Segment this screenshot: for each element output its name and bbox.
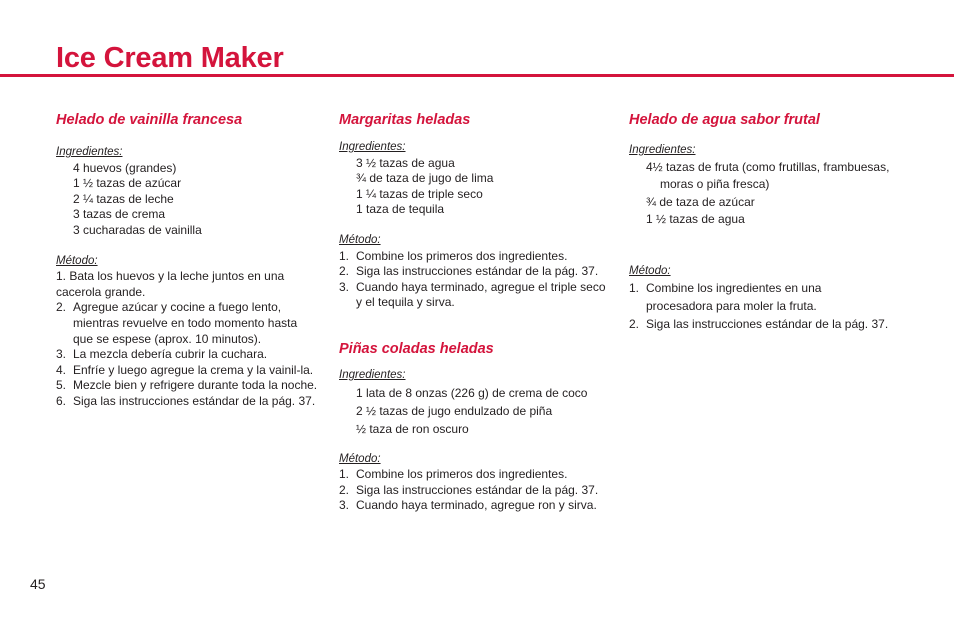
ingredient-item: 4 huevos (grandes) xyxy=(73,160,177,175)
ingredients-label: Ingredientes: xyxy=(339,141,406,153)
method-step xyxy=(56,363,318,379)
column-left xyxy=(56,110,318,410)
ingredient-item: ½ taza de ron oscuro xyxy=(356,421,469,436)
step-number: 1. xyxy=(56,269,67,284)
method-step xyxy=(56,269,318,300)
method-step xyxy=(56,347,318,363)
ingredients-list xyxy=(339,384,607,438)
ingredient-item: 3 tazas de crema xyxy=(73,207,166,222)
ingredient-item: 1 taza de tequila xyxy=(356,202,445,217)
method-step xyxy=(339,280,607,311)
ingredient-item: 1 ½ tazas de azúcar xyxy=(73,176,182,191)
ingredients-label: Ingredientes: xyxy=(629,144,696,156)
step-number: 3. xyxy=(56,347,67,362)
step-number: 4. xyxy=(56,362,67,377)
recipe-margaritas xyxy=(339,110,607,311)
step-text: Combine los primeros dos ingredientes. xyxy=(356,248,568,263)
step-text: La mezcla debería cubrir la cuchara. xyxy=(73,347,268,362)
page-number: 45 xyxy=(30,576,46,592)
title-rule xyxy=(0,74,954,77)
step-number: 6. xyxy=(56,393,67,408)
page-title: Ice Cream Maker xyxy=(56,42,284,74)
step-number: 2. xyxy=(339,482,350,497)
ingredients-list xyxy=(629,159,891,229)
recipe-title: Piñas coladas heladas xyxy=(339,340,494,357)
method-label: Método: xyxy=(629,264,671,277)
recipe-vanilla xyxy=(56,110,318,410)
method-step xyxy=(339,498,607,514)
recipe-title: Helado de vainilla francesa xyxy=(56,112,243,128)
step-text: Siga las instrucciones estándar de la pág. 37. xyxy=(73,393,316,408)
ingredient-item: 2 ¼ tazas de leche xyxy=(73,191,174,206)
step-text: Cuando haya terminado, agregue ron y sirva. xyxy=(356,498,597,513)
method-steps xyxy=(629,279,891,333)
ingredients-list xyxy=(339,156,607,218)
ingredient-item: 1 ½ tazas de agua xyxy=(646,212,745,227)
method-label: Método: xyxy=(56,254,98,267)
step-number: 1. xyxy=(339,467,350,482)
method-step xyxy=(56,378,318,394)
ingredient-item: 2 ½ tazas de jugo endulzado de piña xyxy=(356,403,553,418)
method-step xyxy=(629,315,891,333)
step-text: Combine los ingredientes en una procesadora para moler la fruta. xyxy=(646,281,822,314)
step-text: Siga las instrucciones estándar de la pág. 37. xyxy=(356,482,599,497)
method-step xyxy=(339,264,607,280)
step-number: 1. xyxy=(339,248,350,263)
method-step xyxy=(339,483,607,499)
method-step xyxy=(339,467,607,483)
method-step xyxy=(56,394,318,410)
method-step xyxy=(629,279,891,315)
step-number: 5. xyxy=(56,378,67,393)
ingredient-item: 3 ½ tazas de agua xyxy=(356,155,455,170)
ingredient-item: 3 cucharadas de vainilla xyxy=(73,222,202,237)
step-number: 2. xyxy=(629,317,640,332)
ingredients-label: Ingredientes: xyxy=(339,368,406,381)
step-text: Cuando haya terminado, agregue el triple seco y el tequila y sirva. xyxy=(356,279,606,310)
step-text: Siga las instrucciones estándar de la pág. 37. xyxy=(356,264,599,279)
column-middle xyxy=(339,110,607,514)
method-step xyxy=(56,300,318,347)
method-label: Método: xyxy=(339,233,381,246)
method-step xyxy=(339,249,607,265)
recipe-pina-coladas xyxy=(339,339,607,514)
ingredients-label: Ingredientes: xyxy=(56,146,123,158)
step-text: Enfríe y luego agregue la crema y la vainil-la. xyxy=(73,362,314,377)
ingredients-list xyxy=(56,161,318,239)
ingredient-item: 1 ¼ tazas de triple seco xyxy=(356,186,483,201)
column-right xyxy=(629,110,891,333)
ingredient-item: 4½ tazas de fruta (como frutillas, frambuesas, moras o piña fresca) xyxy=(646,159,890,192)
method-steps xyxy=(339,467,607,514)
step-number: 3. xyxy=(339,498,350,513)
ingredient-item: 1 lata de 8 onzas (226 g) de crema de coco xyxy=(356,385,588,400)
recipe-title: Helado de agua sabor frutal xyxy=(629,112,820,128)
ingredient-item: ¾ de taza de azúcar xyxy=(646,194,755,209)
step-number: 2. xyxy=(339,264,350,279)
step-number: 3. xyxy=(339,279,350,294)
recipe-fruit-ice xyxy=(629,110,891,333)
step-number: 1. xyxy=(629,281,640,296)
method-steps xyxy=(339,249,607,311)
step-text: Bata los huevos y la leche juntos en una cacerola grande. xyxy=(56,269,285,299)
ingredient-item: ¾ de taza de jugo de lima xyxy=(356,171,494,186)
method-steps xyxy=(56,269,318,409)
step-text: Mezcle bien y refrigere durante toda la noche. xyxy=(73,378,318,393)
step-number: 2. xyxy=(56,300,67,315)
step-text: Agregue azúcar y cocine a fuego lento, mientras revuelve en todo momento hasta que se espese (aprox. 10 minutos). xyxy=(73,300,298,346)
recipe-title: Margaritas heladas xyxy=(339,112,471,128)
method-label: Método: xyxy=(339,452,381,465)
step-text: Siga las instrucciones estándar de la pág. 37. xyxy=(646,317,889,332)
step-text: Combine los primeros dos ingredientes. xyxy=(356,467,568,482)
